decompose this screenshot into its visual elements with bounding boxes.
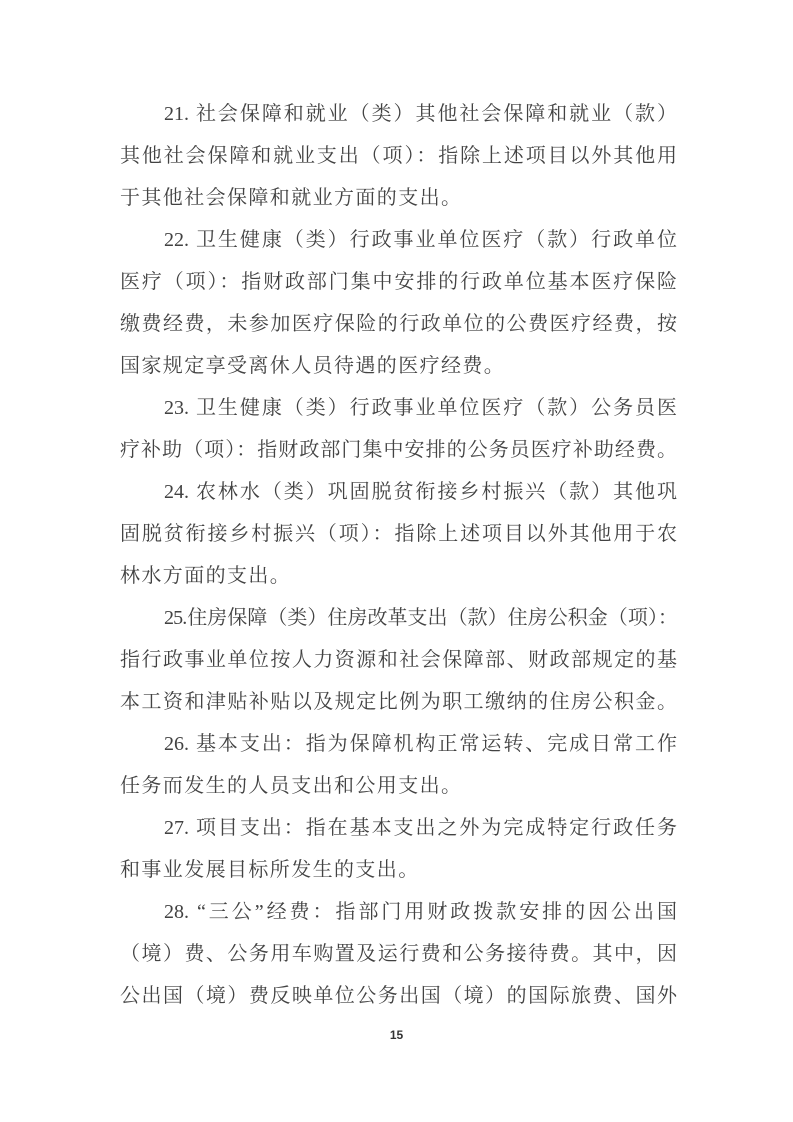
text-line: （境）费、公务用车购置及运行费和公务接待费。其中，因 <box>120 943 677 965</box>
text-line: 其他社会保障和就业支出（项）：指除上述项目以外其他用 <box>120 145 677 167</box>
text-line: 于其他社会保障和就业方面的支出。 <box>120 187 463 209</box>
text-line: 国家规定享受离休人员待遇的医疗经费。 <box>120 355 506 377</box>
page-number: 15 <box>389 1028 404 1042</box>
paragraph-28 <box>120 891 677 1017</box>
paragraph-25 <box>120 597 677 723</box>
text-line: 指行政事业单位按人力资源和社会保障部、财政部规定的基 <box>120 649 677 671</box>
text-line: 21. 社会保障和就业（类）其他社会保障和就业（款） <box>164 103 677 125</box>
text-line: 22. 卫生健康（类）行政事业单位医疗（款）行政单位 <box>164 229 677 251</box>
text-line: 24. 农林水（类）巩固脱贫衔接乡村振兴（款）其他巩 <box>164 481 677 503</box>
paragraph-21 <box>120 93 677 219</box>
text-line: 缴费经费，未参加医疗保险的行政单位的公费医疗经费，按 <box>120 313 677 335</box>
text-line: 27. 项目支出：指在基本支出之外为完成特定行政任务 <box>164 817 677 839</box>
paragraph-23 <box>120 387 677 471</box>
text-line: 26. 基本支出：指为保障机构正常运转、完成日常工作 <box>164 733 677 755</box>
text-line: 林水方面的支出。 <box>120 565 292 587</box>
paragraph-22 <box>120 219 677 387</box>
paragraph-26 <box>120 723 677 807</box>
text-line: 任务而发生的人员支出和公用支出。 <box>120 775 463 797</box>
text-line: 疗补助（项）：指财政部门集中安排的公务员医疗补助经费。 <box>120 439 677 461</box>
text-line: 医疗（项）：指财政部门集中安排的行政单位基本医疗保险 <box>120 271 677 293</box>
page-footer <box>0 1026 793 1044</box>
text-line: 25.住房保障（类）住房改革支出（款）住房公积金（项）： <box>164 607 677 629</box>
text-line: 和事业发展目标所发生的支出。 <box>120 859 420 881</box>
paragraph-24 <box>120 471 677 597</box>
paragraph-27 <box>120 807 677 891</box>
text-line: 23. 卫生健康（类）行政事业单位医疗（款）公务员医 <box>164 397 677 419</box>
text-line: 固脱贫衔接乡村振兴（项）：指除上述项目以外其他用于农 <box>120 523 677 545</box>
text-line: 公出国（境）费反映单位公务出国（境）的国际旅费、国外 <box>120 985 677 1007</box>
text-line: 本工资和津贴补贴以及规定比例为职工缴纳的住房公积金。 <box>120 691 677 713</box>
text-line: 28. “三公”经费：指部门用财政拨款安排的因公出国 <box>164 901 677 923</box>
document-body <box>120 93 677 1017</box>
